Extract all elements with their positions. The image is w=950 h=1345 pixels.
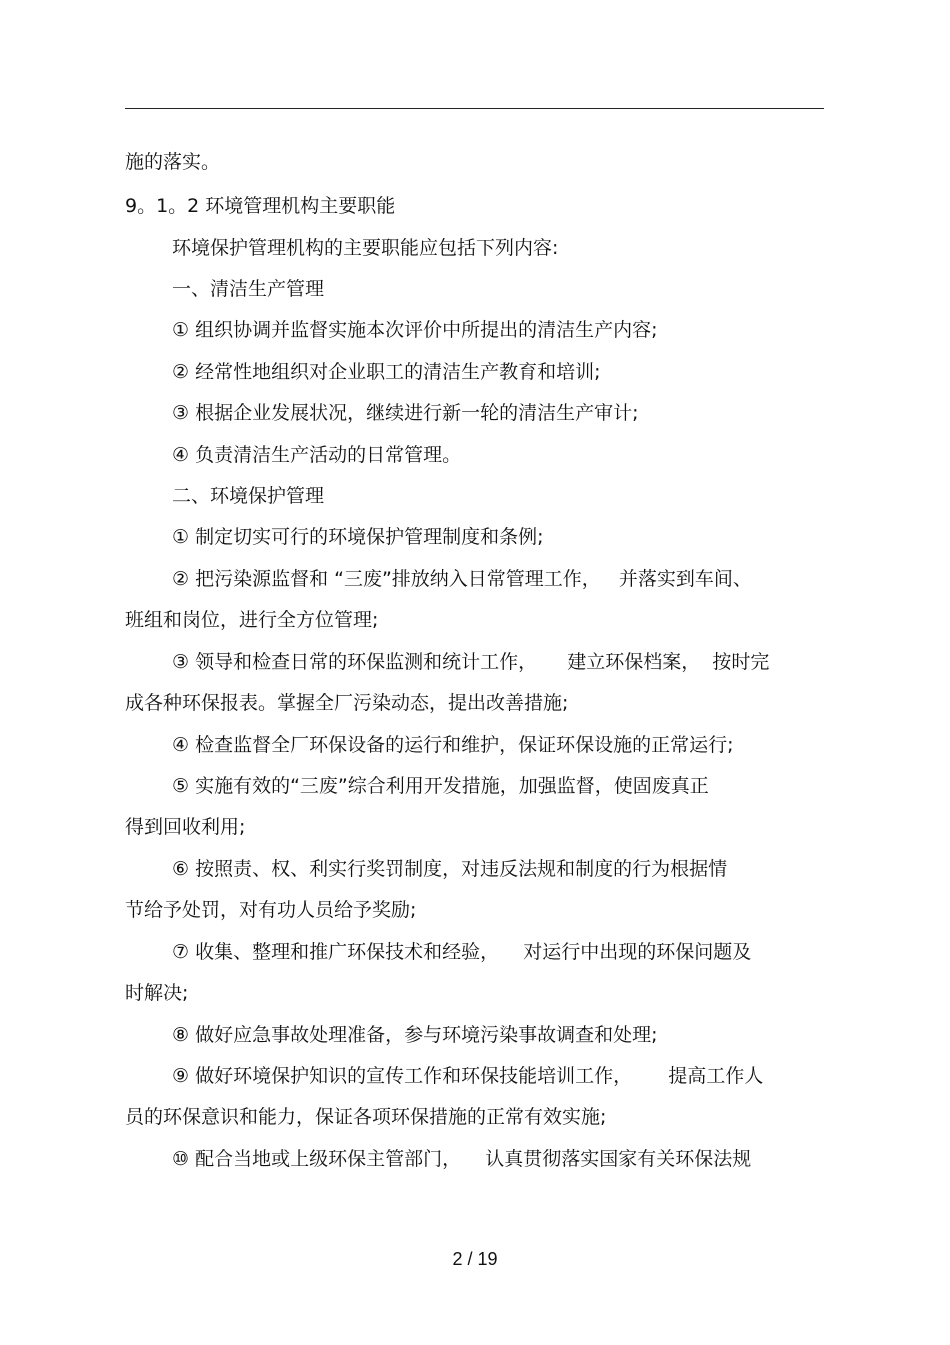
list-item: ③ 根据企业发展状况，继续进行新一轮的清洁生产审计; xyxy=(172,402,639,424)
page-number: 2 / 19 xyxy=(452,1249,498,1269)
list-item: ③ 领导和检查日常的环保监测和统计工作， 建立环保档案， 按时完 xyxy=(172,651,770,673)
subsection-heading: 一、清洁生产管理 xyxy=(172,278,325,300)
list-item-continuation: 节给予处罚，对有功人员给予奖励; xyxy=(125,899,417,921)
list-item: ④ 检查监督全厂环保设备的运行和维护，保证环保设施的正常运行; xyxy=(172,734,734,756)
list-item: ⑩ 配合当地或上级环保主管部门， 认真贯彻落实国家有关环保法规 xyxy=(172,1148,752,1170)
subsection-heading: 二、环境保护管理 xyxy=(172,485,325,507)
header-rule xyxy=(125,108,824,109)
list-item-continuation: 成各种环保报表。掌握全厂污染动态，提出改善措施; xyxy=(125,692,569,714)
section-heading: 9。1。2 环境管理机构主要职能 xyxy=(125,195,396,217)
list-item: ⑧ 做好应急事故处理准备，参与环境污染事故调查和处理; xyxy=(172,1024,658,1046)
list-item: ② 把污染源监督和 “三废”排放纳入日常管理工作， 并落实到车间、 xyxy=(172,568,752,590)
list-item: ⑦ 收集、整理和推广环保技术和经验， 对运行中出现的环保问题及 xyxy=(172,941,752,963)
list-item-continuation: 得到回收利用; xyxy=(125,816,246,838)
body-text-line: 施的落实。 xyxy=(125,151,221,173)
list-item-continuation: 时解决; xyxy=(125,982,189,1004)
body-text-line: 环境保护管理机构的主要职能应包括下列内容: xyxy=(172,237,559,259)
list-item-continuation: 班组和岗位，进行全方位管理; xyxy=(125,609,379,631)
list-item: ④ 负责清洁生产活动的日常管理。 xyxy=(172,444,462,466)
list-item-continuation: 员的环保意识和能力，保证各项环保措施的正常有效实施; xyxy=(125,1106,607,1128)
list-item: ⑥ 按照责、权、利实行奖罚制度，对违反法规和制度的行为根据情 xyxy=(172,858,728,880)
list-item: ① 组织协调并监督实施本次评价中所提出的清洁生产内容; xyxy=(172,319,658,341)
list-item: ⑨ 做好环境保护知识的宣传工作和环保技能培训工作， 提高工作人 xyxy=(172,1065,764,1087)
list-item: ⑤ 实施有效的“三废”综合利用开发措施，加强监督，使固废真正 xyxy=(172,775,709,797)
list-item: ② 经常性地组织对企业职工的清洁生产教育和培训; xyxy=(172,361,601,383)
list-item: ① 制定切实可行的环境保护管理制度和条例; xyxy=(172,526,544,548)
